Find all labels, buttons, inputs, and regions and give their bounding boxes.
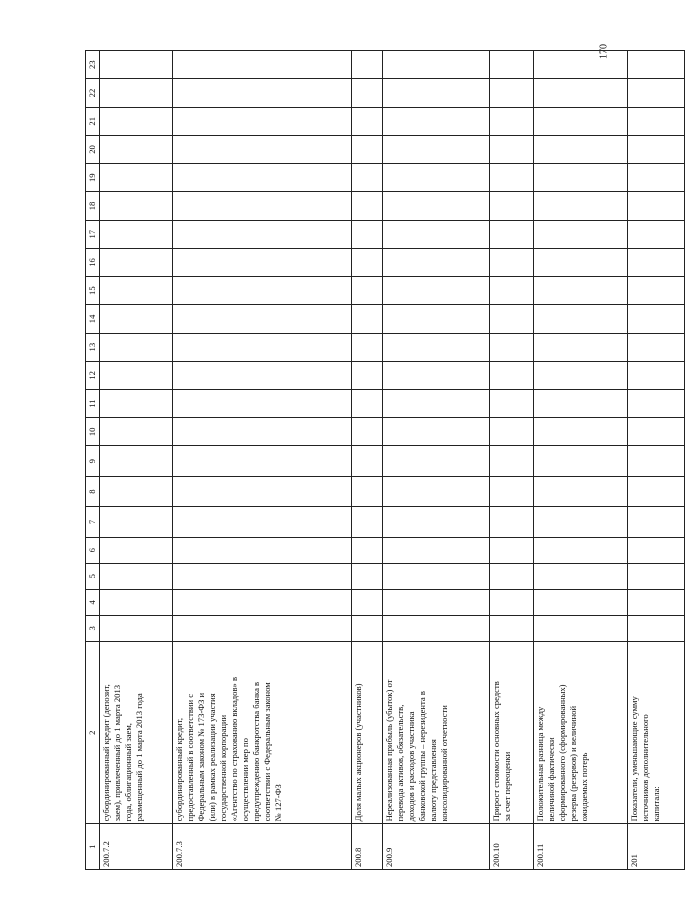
desc-line: доходов и расходов участника — [406, 711, 417, 822]
desc-line: величиной фактически — [546, 737, 557, 822]
column-header: 13 — [86, 333, 100, 361]
table-row — [100, 51, 173, 870]
page-number: 170 — [598, 44, 610, 59]
table-row — [627, 51, 684, 870]
desc-line: сформированного (сформированных) — [557, 684, 568, 822]
desc-line: размещенный до 1 марта 2013 года — [134, 693, 144, 822]
desc-line: Прирост стоимости основных средств — [490, 681, 501, 822]
rotated-table-container — [85, 50, 685, 870]
column-header: 10 — [86, 418, 100, 446]
desc-line: соответствии с Федеральным законом — [261, 682, 272, 822]
desc-line: Показатели, уменьшающие сумму — [628, 696, 639, 822]
desc-line: источников дополнительного — [639, 714, 650, 822]
column-header: 17 — [86, 220, 100, 248]
desc-line: предоставленный в соответствии с — [184, 693, 195, 822]
table-row — [489, 51, 533, 870]
desc-line: перевода активов, обязательств, — [395, 704, 406, 822]
desc-line: Доля малых акционеров (участников) — [353, 683, 364, 822]
column-header: 4 — [86, 589, 100, 615]
row-description — [534, 641, 628, 823]
column-header: 1 — [86, 824, 100, 870]
desc-line: валюту представления — [428, 739, 439, 822]
column-header: 3 — [86, 615, 100, 641]
row-number: 200.10 — [489, 824, 533, 870]
table-row — [383, 51, 490, 870]
row-description — [489, 641, 533, 823]
row-number: 200.9 — [383, 824, 490, 870]
desc-line: «Агентство по страхованию вкладов» в — [228, 677, 239, 822]
row-description — [100, 641, 173, 823]
column-header: 8 — [86, 476, 100, 506]
column-header: 2 — [86, 641, 100, 823]
table-row — [534, 51, 628, 870]
desc-line: года, облигационный заем, — [123, 723, 133, 822]
row-description — [383, 641, 490, 823]
desc-line: Положительная разница между — [535, 706, 546, 822]
desc-line: Нереализованная прибыль (убыток) от — [384, 679, 395, 822]
desc-line: осуществлении мер по — [239, 738, 250, 822]
desc-line: ожидаемых потерь — [579, 752, 590, 822]
column-header: 7 — [86, 507, 100, 537]
desc-line: капитала: — [650, 786, 661, 822]
desc-line: предупреждению банкротства банка в — [250, 681, 261, 822]
row-number: 201 — [627, 824, 684, 870]
row-description — [627, 641, 684, 823]
desc-line: заем), привлеченный до 1 марта 2013 — [112, 684, 122, 822]
table-row — [352, 51, 383, 870]
column-header: 21 — [86, 107, 100, 135]
table-row — [172, 51, 351, 870]
desc-line: (или) в рамках реализации участия — [206, 693, 217, 822]
header-row — [86, 51, 100, 870]
desc-line: № 127-ФЗ — [272, 784, 283, 822]
row-description — [172, 641, 351, 823]
column-header: 11 — [86, 389, 100, 417]
row-number: 200.7.3 — [172, 824, 351, 870]
row-description — [352, 641, 383, 823]
column-header: 6 — [86, 537, 100, 563]
column-header: 19 — [86, 164, 100, 192]
column-header: 16 — [86, 248, 100, 276]
desc-line: субординированный кредит, — [173, 718, 184, 822]
row-number: 200.7.2 — [100, 824, 173, 870]
desc-line: резерва (резервов) и величиной — [568, 705, 579, 822]
column-header: 14 — [86, 305, 100, 333]
row-number: 200.11 — [534, 824, 628, 870]
column-header: 5 — [86, 563, 100, 589]
desc-line: Федеральным законом № 173-ФЗ и — [195, 692, 206, 822]
column-header: 23 — [86, 51, 100, 79]
capital-sources-table — [85, 50, 685, 870]
desc-line: консолидированной отчетности — [439, 705, 450, 822]
column-header: 22 — [86, 79, 100, 107]
row-number: 200.8 — [352, 824, 383, 870]
column-header: 15 — [86, 277, 100, 305]
desc-line: за счет переоценки — [501, 751, 512, 822]
column-header: 20 — [86, 135, 100, 163]
column-header: 12 — [86, 361, 100, 389]
desc-line: банковской группы – нерезидента в — [417, 691, 428, 822]
column-header: 18 — [86, 192, 100, 220]
desc-line: государственной корпорации — [217, 714, 228, 822]
desc-line: субординированный кредит (депозит, — [101, 684, 111, 822]
column-header: 9 — [86, 446, 100, 476]
